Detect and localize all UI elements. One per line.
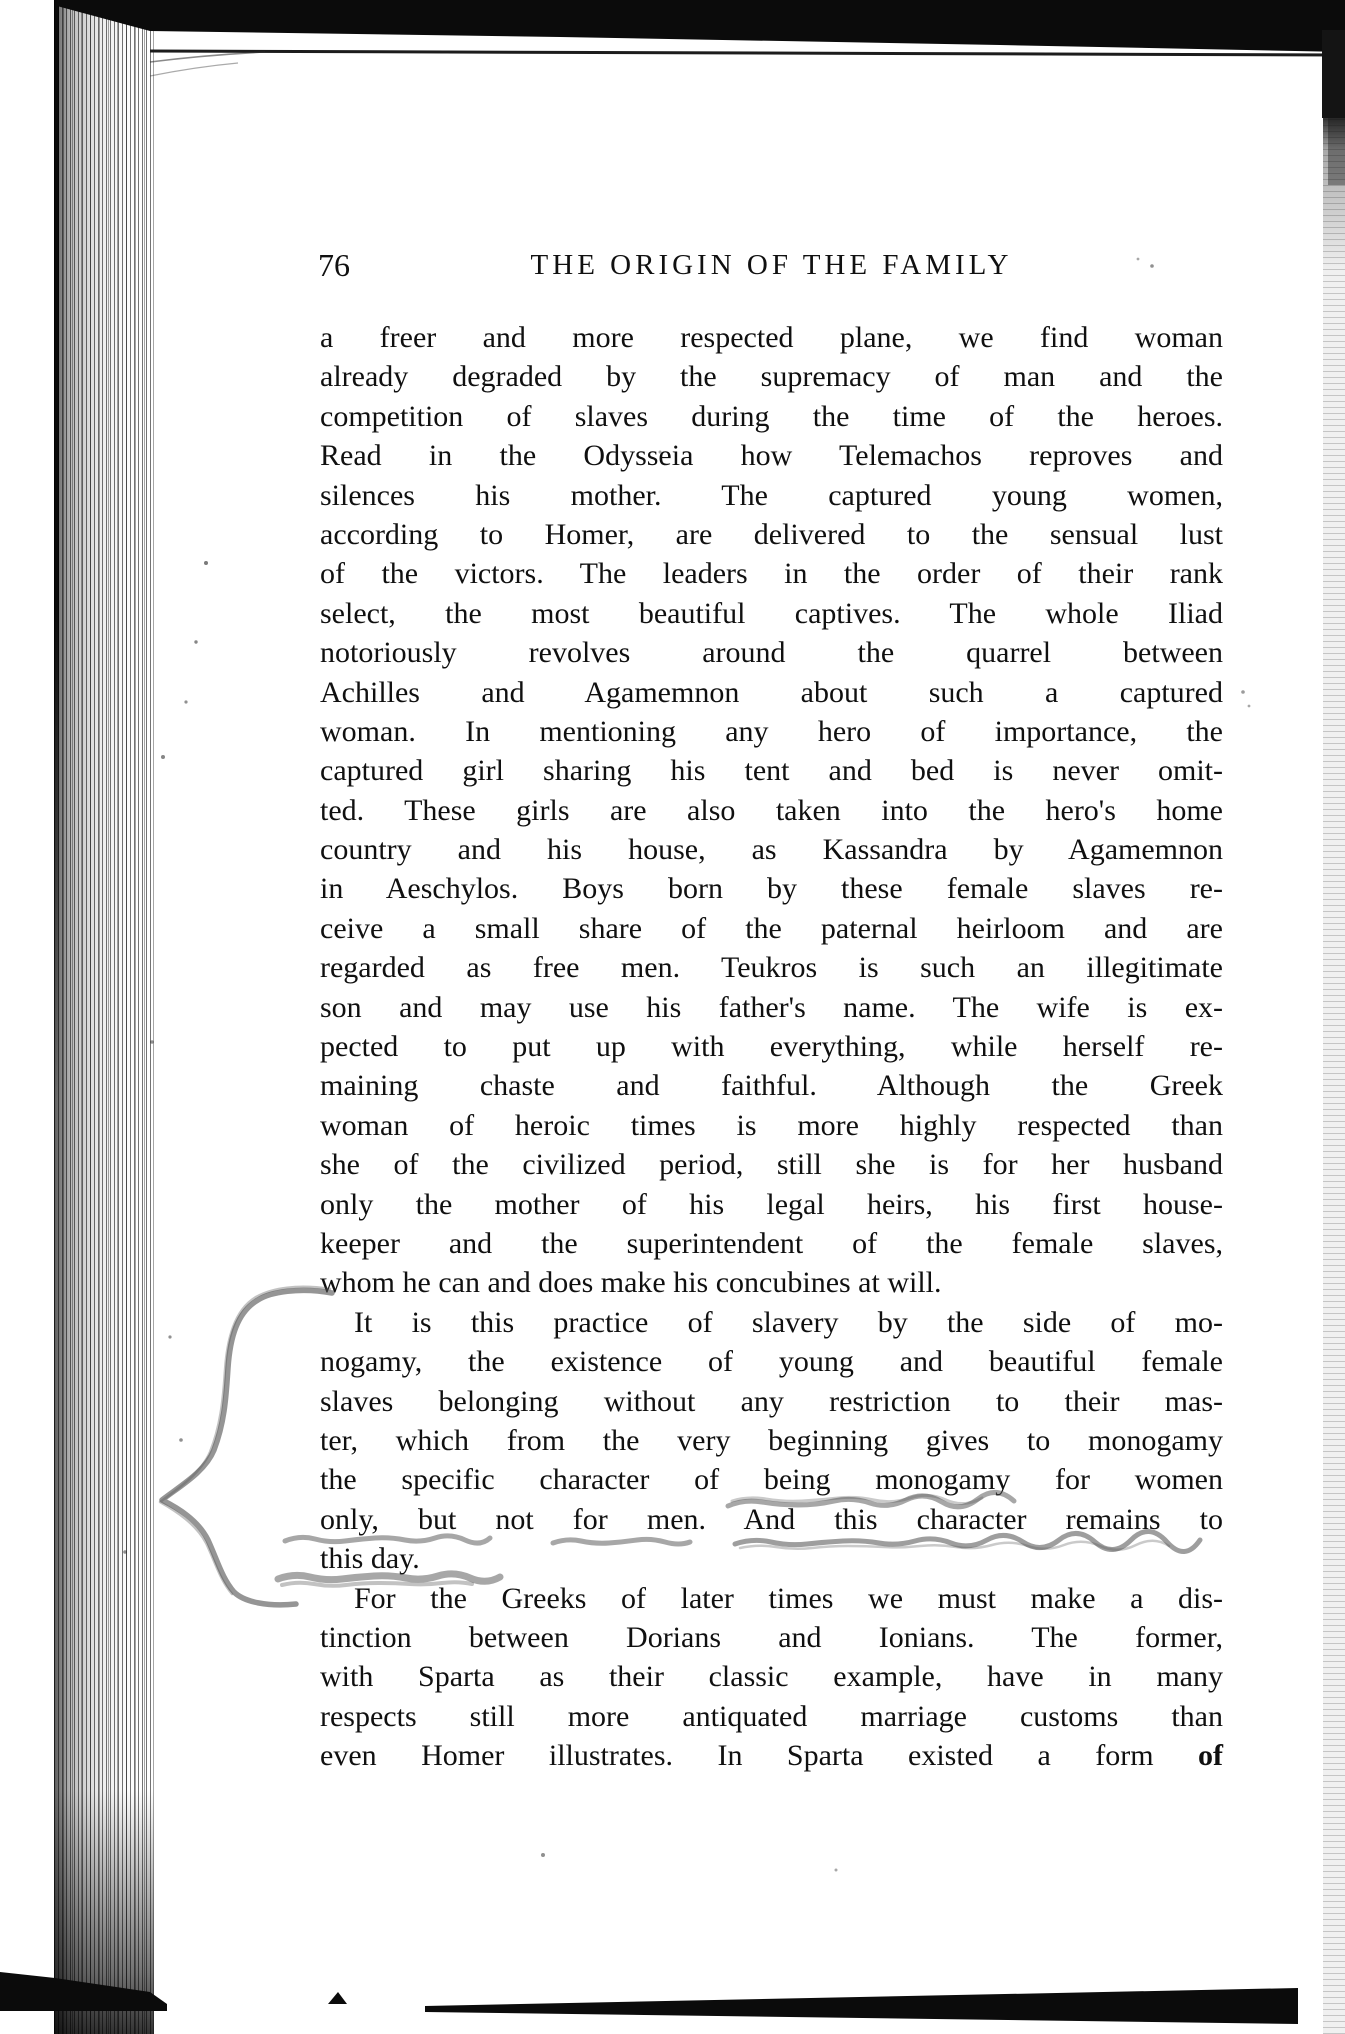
- text-line: woman of heroic times is more highly respected than: [320, 1108, 1223, 1142]
- text-line: maining chaste and faithful. Although the Greek: [320, 1069, 1223, 1103]
- text-line: country and his house, as Kassandra by Agamemnon: [320, 833, 1223, 867]
- text-line: ceive a small share of the paternal heirloom and are: [320, 911, 1223, 945]
- text-line: only the mother of his legal heirs, his first house-: [320, 1187, 1223, 1221]
- body-lines: [320, 318, 1223, 1775]
- text-line: ter, which from the very beginning gives to monogamy: [320, 1423, 1223, 1457]
- text-line: already degraded by the supremacy of man and the: [320, 360, 1223, 394]
- text-line: only, but not for men. And this character remains to: [320, 1502, 1223, 1536]
- book-top-edge: [57, 0, 1345, 185]
- text-line: according to Homer, are delivered to the sensual lust: [320, 517, 1223, 551]
- text-line: of the victors. The leaders in the order of their rank: [320, 557, 1223, 591]
- text-line: this day.: [320, 1542, 420, 1576]
- text-line: the specific character of being monogamy for women: [320, 1463, 1223, 1497]
- text-line: notoriously revolves around the quarrel between: [320, 636, 1223, 670]
- text-line: even Homer illustrates. In Sparta existed a form of: [320, 1739, 1223, 1773]
- text-line: regarded as free men. Teukros is such an illegitimate: [320, 951, 1223, 985]
- text-line: Achilles and Agamemnon about such a captured: [320, 675, 1223, 709]
- text-line: Read in the Odysseia how Telemachos reproves and: [320, 439, 1223, 473]
- text-line: select, the most beautiful captives. The whole Iliad: [320, 596, 1223, 630]
- text-line: It is this practice of slavery by the side of mo-: [354, 1305, 1223, 1339]
- page-header: [320, 247, 1223, 287]
- running-title: THE ORIGIN OF THE FAMILY: [530, 249, 1013, 281]
- text-line: For the Greeks of later times we must make a dis-: [354, 1581, 1223, 1615]
- text-line: competition of slaves during the time of the heroes.: [320, 399, 1223, 433]
- text-line: ted. These girls are also taken into the hero's home: [320, 793, 1223, 827]
- text-line: whom he can and does make his concubines at will.: [320, 1266, 942, 1300]
- text-line: pected to put up with everything, while herself re-: [320, 1030, 1223, 1064]
- text-line: woman. In mentioning any hero of importance, the: [320, 714, 1223, 748]
- bottom-page-edge: [0, 1972, 1298, 2024]
- page-number: 76: [318, 247, 350, 283]
- text-line: tinction between Dorians and Ionians. The former,: [320, 1620, 1223, 1654]
- left-book-edge-line: [54, 0, 59, 1100]
- text-line: in Aeschylos. Boys born by these female slaves re-: [320, 872, 1223, 906]
- text-line: son and may use his father's name. The wife is ex-: [320, 990, 1223, 1024]
- left-page-stack-texture: [54, 0, 154, 2034]
- text-line: with Sparta as their classic example, have in many: [320, 1660, 1223, 1694]
- text-line: keeper and the superintendent of the female slaves,: [320, 1226, 1223, 1260]
- text-line: respects still more antiquated marriage customs than: [320, 1699, 1223, 1733]
- text-line: silences his mother. The captured young women,: [320, 478, 1223, 512]
- text-line: nogamy, the existence of young and beautiful female: [320, 1345, 1223, 1379]
- text-line: captured girl sharing his tent and bed is never omit-: [320, 754, 1223, 788]
- pencil-margin-brace: [160, 1287, 332, 1605]
- right-page-edge-texture: [1323, 30, 1345, 2034]
- text-line: she of the civilized period, still she is for her husband: [320, 1148, 1223, 1182]
- text-line: slaves belonging without any restriction to their mas-: [320, 1384, 1223, 1418]
- text-line: a freer and more respected plane, we find woman: [320, 321, 1223, 354]
